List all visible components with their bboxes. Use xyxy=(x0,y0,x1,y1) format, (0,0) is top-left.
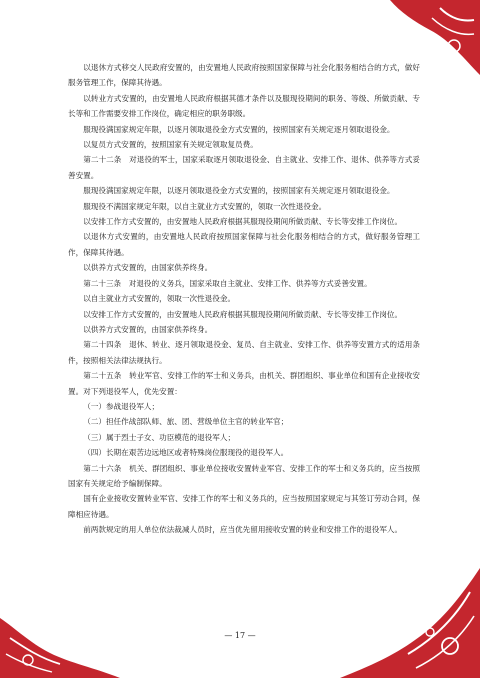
paragraph: 服现役满国家规定年限，以逐月领取退役金方式安置的，按照国家有关规定逐月领取退役金。 xyxy=(83,186,395,196)
article-paragraph: 第二十五条 转业军官、安排工作的军士和义务兵，由机关、群团组织、事业单位和国有企业接收安置。对下列退役军人，优先安置： xyxy=(68,371,420,396)
paragraph: 以安排工作方式安置的，由安置地人民政府根据其服现役期间所做贡献、专长等安排工作岗位。 xyxy=(83,217,403,227)
article-paragraph: 第二十四条 退休、转业、逐月领取退役金、复员、自主就业、安排工作、供养等安置方式的适用条件，按照相关法律法规执行。 xyxy=(68,340,420,365)
article-paragraph: 第二十六条 机关、群团组织、事业单位接收安置转业军官、安排工作的军士和义务兵的，应当按照国家有关规定给予编制保障。 xyxy=(68,463,420,488)
paragraph: 以自主就业方式安置的，领取一次性退役金。 xyxy=(83,294,236,304)
paragraph: 以安排工作方式安置的，由安置地人民政府根据其服现役期间所做贡献、专长等安排工作岗位。 xyxy=(83,309,403,319)
list-item: （三）属于烈士子女、功臣模范的退役军人； xyxy=(83,432,236,442)
paragraph: 以退休方式安置的，由安置地人民政府按照国家保障与社会化服务相结合的方式，做好服务管理工作，保障其待遇。 xyxy=(68,232,420,257)
corner-ornament-icon xyxy=(320,568,480,678)
page-number: — 17 — xyxy=(224,631,256,640)
paragraph: 服现役不满国家规定年限，以自主就业方式安置的，领取一次性退役金。 xyxy=(83,201,327,211)
body-text xyxy=(68,60,420,538)
paragraph: 服现役满国家规定年限，以逐月领取退役金方式安置的，按照国家有关规定逐月领取退役金。 xyxy=(83,124,395,134)
paragraph: 以退休方式移交人民政府安置的，由安置地人民政府按照国家保障与社会化服务相结合的方式，做好服务管理工作，保障其待遇。 xyxy=(68,63,420,88)
article-paragraph: 第二十二条 对退役的军士，国家采取逐月领取退役金、自主就业、安排工作、退休、供养等方式妥善安置。 xyxy=(68,155,420,180)
paragraph: 前两款规定的用人单位依法裁减人员时，应当优先留用接收安置的转业和安排工作的退役军人。 xyxy=(83,525,403,535)
paragraph: 以供养方式安置的，由国家供养终身。 xyxy=(83,324,213,334)
list-item: （一）参战退役军人； xyxy=(83,401,160,411)
paragraph: 以供养方式安置的，由国家供养终身。 xyxy=(83,263,213,273)
list-item: （二）担任作战部队师、旅、团、营级单位主官的转业军官； xyxy=(83,417,289,427)
paragraph: 以复员方式安置的，按照国家有关规定领取复员费。 xyxy=(83,140,258,150)
article-paragraph: 第二十三条 对退役的义务兵，国家采取自主就业、安排工作、供养等方式妥善安置。 xyxy=(83,278,372,288)
paragraph: 国有企业接收安置转业军官、安排工作的军士和义务兵的，应当按照国家规定与其签订劳动合同，保障相应待遇。 xyxy=(68,494,420,519)
list-item: （四）长期在艰苦边远地区或者特殊岗位服现役的退役军人。 xyxy=(83,448,289,458)
paragraph: 以转业方式安置的，由安置地人民政府根据其德才条件以及服现役期间的职务、等级、所做贡献、专长等和工作需要安排工作岗位，确定相应的职务职级。 xyxy=(68,93,420,119)
